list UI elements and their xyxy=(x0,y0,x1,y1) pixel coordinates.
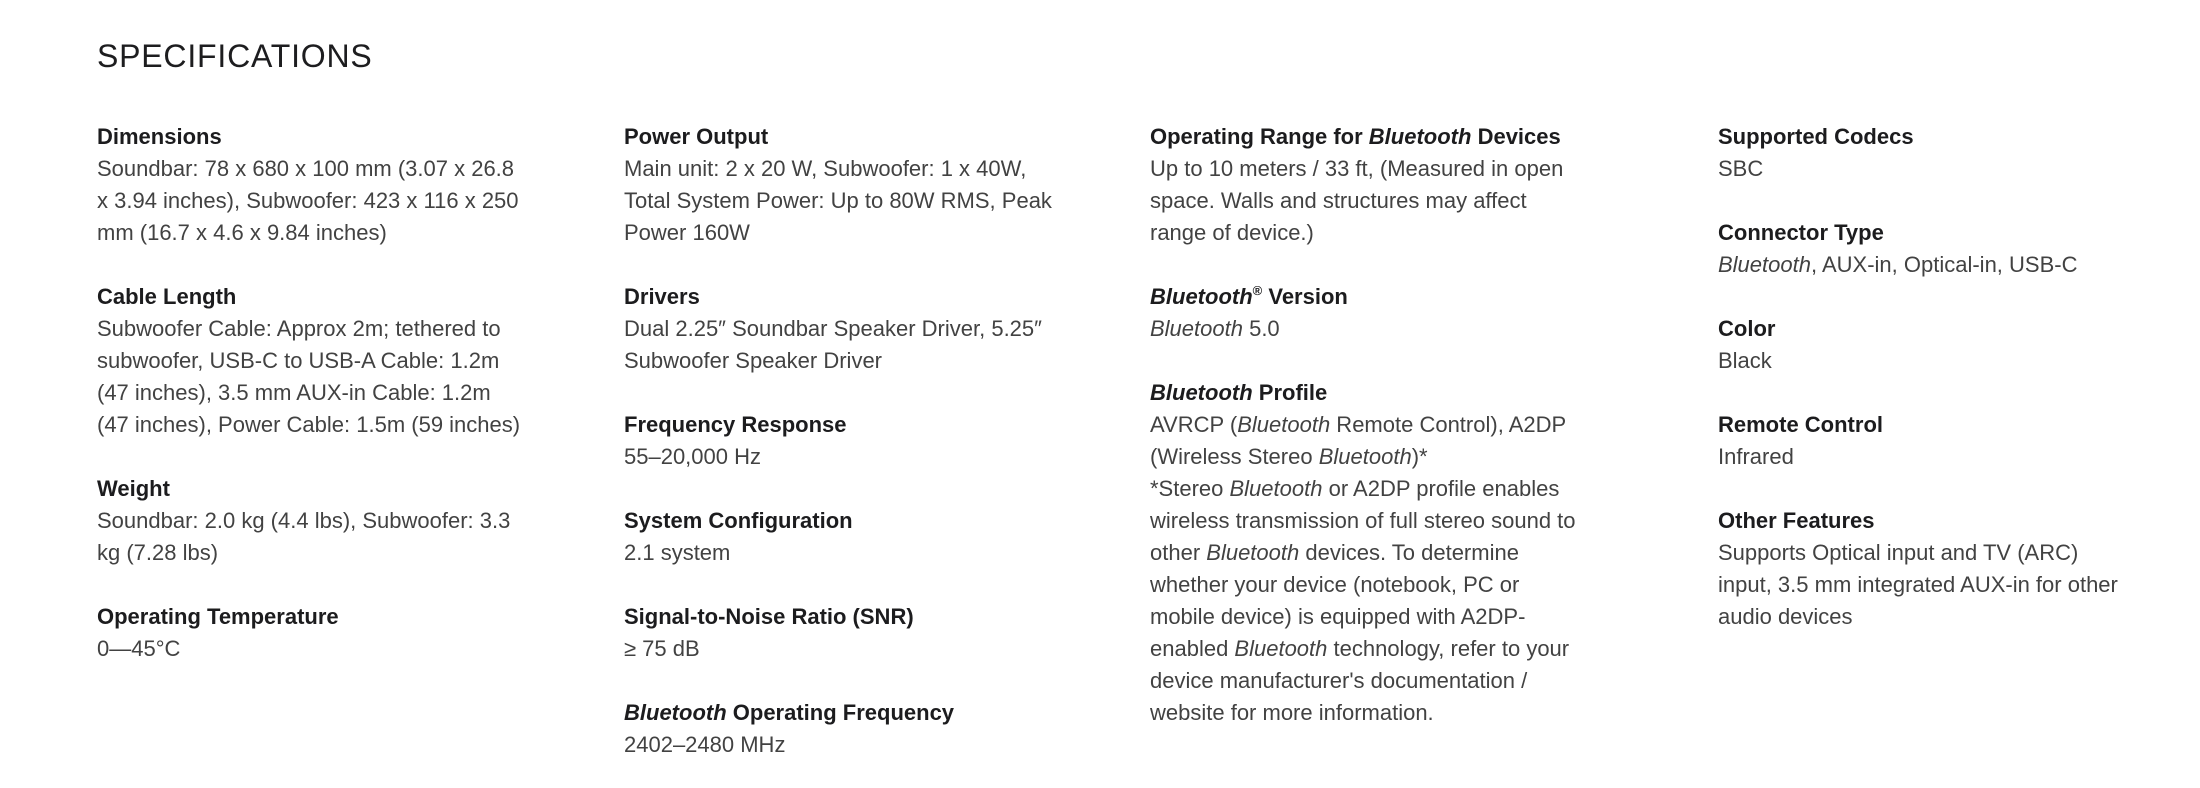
spec-label: Power Output xyxy=(624,124,769,149)
spec-label: Operating Range for Bluetooth Devices xyxy=(1150,124,1561,149)
spec-value: Dual 2.25″ Soundbar Speaker Driver, 5.25″ Subwoofer Speaker Driver xyxy=(624,316,1042,373)
spec-section xyxy=(1150,281,1582,345)
spec-value: Subwoofer Cable: Approx 2m; tethered to subwoofer, USB-C to USB-A Cable: 1.2m (47 inches), 3.5 mm AUX-in Cable: 1.2m (47 inches), Power Cable: 1.5m (59 inches) xyxy=(97,316,521,437)
spec-section xyxy=(624,121,1054,249)
spec-section xyxy=(1718,313,2130,377)
spec-section xyxy=(624,601,1054,665)
spec-value: ≥ 75 dB xyxy=(624,636,700,661)
spec-value: Black xyxy=(1718,348,1772,373)
spec-label: Frequency Response xyxy=(624,412,847,437)
spec-value: 2.1 system xyxy=(624,540,731,565)
spec-section xyxy=(1718,505,2130,633)
spec-value: Bluetooth, AUX-in, Optical-in, USB-C xyxy=(1718,252,2078,277)
spec-section xyxy=(97,601,527,665)
spec-label: Remote Control xyxy=(1718,412,1883,437)
page-title: SPECIFICATIONS xyxy=(97,38,373,74)
spec-label: Color xyxy=(1718,316,1776,341)
spec-section xyxy=(1718,121,2130,185)
spec-section xyxy=(97,473,527,569)
spec-value: AVRCP (Bluetooth Remote Control), A2DP (Wireless Stereo Bluetooth)* *Stereo Bluetooth or A2DP profile enables wireless transmission of full stereo sound to other Bluetooth devices. To determine whether your device (notebook, PC or mobile device) is equipped with A2DP-enabled Bluetooth technology, refer to your device manufacturer's documentation / website for more information. xyxy=(1150,412,1576,725)
spec-value: Up to 10 meters / 33 ft, (Measured in open space. Walls and structures may affect range of device.) xyxy=(1150,156,1564,245)
spec-section xyxy=(1150,121,1582,249)
spec-section xyxy=(624,697,1054,761)
spec-label: Bluetooth Operating Frequency xyxy=(624,700,955,725)
spec-label: Dimensions xyxy=(97,124,222,149)
specs-column-2 xyxy=(624,121,1054,788)
spec-label: Bluetooth Profile xyxy=(1150,380,1328,405)
spec-label: System Configuration xyxy=(624,508,853,533)
specs-column-1 xyxy=(97,121,527,697)
spec-section xyxy=(97,121,527,249)
spec-section xyxy=(1150,377,1582,729)
spec-value: Main unit: 2 x 20 W, Subwoofer: 1 x 40W, Total System Power: Up to 80W RMS, Peak Power 160W xyxy=(624,156,1052,245)
spec-section xyxy=(624,505,1054,569)
spec-value: Soundbar: 2.0 kg (4.4 lbs), Subwoofer: 3.3 kg (7.28 lbs) xyxy=(97,508,511,565)
spec-section xyxy=(97,281,527,441)
spec-label: Supported Codecs xyxy=(1718,124,1914,149)
spec-section xyxy=(1718,409,2130,473)
specs-column-3 xyxy=(1150,121,1582,761)
spec-section xyxy=(624,409,1054,473)
spec-value: 0—45°C xyxy=(97,636,181,661)
specs-column-4 xyxy=(1718,121,2130,665)
spec-section xyxy=(1718,217,2130,281)
spec-value: Bluetooth 5.0 xyxy=(1150,316,1280,341)
spec-value: 2402–2480 MHz xyxy=(624,732,786,757)
spec-value: Infrared xyxy=(1718,444,1794,469)
spec-label: Weight xyxy=(97,476,170,501)
spec-value: Supports Optical input and TV (ARC) input, 3.5 mm integrated AUX-in for other audio devices xyxy=(1718,540,2118,629)
spec-label: Bluetooth® Version xyxy=(1150,283,1348,309)
spec-value: SBC xyxy=(1718,156,1764,181)
spec-label: Signal-to-Noise Ratio (SNR) xyxy=(624,604,914,629)
spec-label: Operating Temperature xyxy=(97,604,339,629)
spec-label: Other Features xyxy=(1718,508,1875,533)
specs-columns xyxy=(97,121,2120,788)
spec-label: Drivers xyxy=(624,284,700,309)
spec-section xyxy=(624,281,1054,377)
spec-value: 55–20,000 Hz xyxy=(624,444,761,469)
spec-value: Soundbar: 78 x 680 x 100 mm (3.07 x 26.8 x 3.94 inches), Subwoofer: 423 x 116 x 250 mm (16.7 x 4.6 x 9.84 inches) xyxy=(97,156,519,245)
spec-label: Connector Type xyxy=(1718,220,1884,245)
spec-label: Cable Length xyxy=(97,284,237,309)
